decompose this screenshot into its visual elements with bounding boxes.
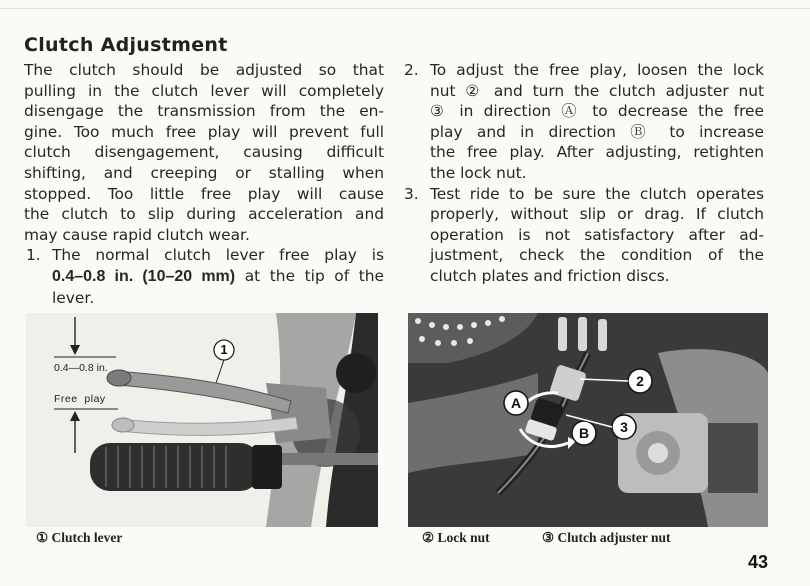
step-line: To adjust the free play, loosen the lock: [430, 61, 764, 79]
step-line: Test ride to be sure the clutch operates: [430, 184, 764, 203]
step-number: 1.: [26, 246, 41, 265]
intro-line: shifting, and creeping or stalling when: [24, 163, 384, 182]
step-3: [402, 184, 764, 287]
step-line: lever.: [52, 288, 95, 307]
clutch-adjuster-photo: [408, 313, 768, 527]
callout-a: A: [510, 395, 522, 411]
intro-line: disengage the transmission from the en-: [24, 102, 384, 121]
caption-clutch-adjuster-nut: ③ Clutch adjuster nut: [542, 530, 671, 545]
intro-line: clutch disengagement, causing difficult: [24, 143, 384, 162]
left-column: [24, 60, 384, 308]
callout-1: 1: [220, 342, 228, 357]
step-1: [24, 245, 384, 308]
caption-clutch-lever: ① Clutch lever: [36, 530, 123, 545]
clutch-lever-photo: [26, 313, 378, 527]
step-number: 3.: [404, 184, 419, 203]
step-line: the lock nut.: [430, 163, 527, 182]
intro-line: pulling in the clutch lever will completely: [24, 81, 384, 100]
step-line: the free play. After adjusting, retighten: [430, 143, 764, 162]
step-line: properly, without slip or drag. If clutch: [430, 205, 764, 224]
step-line: nut ② and turn the clutch adjuster nut: [430, 81, 764, 100]
caption-lock-nut: ② Lock nut: [422, 530, 490, 545]
top-rule: [0, 8, 810, 9]
callout-3: 3: [620, 419, 628, 435]
intro-line: may cause rapid clutch wear.: [24, 225, 250, 244]
intro-line: the clutch to slip during acceleration and: [24, 205, 384, 224]
step-line: 0.4–0.8 in. (10–20 mm) at the tip of the: [52, 266, 385, 285]
step-line: clutch plates and friction discs.: [430, 266, 670, 285]
step-line: play and in direction Ⓑ to increase: [430, 122, 764, 141]
intro-line: stopped. Too little free play will cause: [24, 184, 384, 203]
intro-line: gine. Too much free play will prevent full: [24, 122, 384, 141]
right-column: [402, 60, 764, 287]
clutch-lever-illustration: [26, 313, 378, 527]
step-line: The normal clutch lever free play is: [52, 246, 384, 265]
step-line: ③ in direction Ⓐ to decrease the free: [430, 102, 764, 121]
step-line: justment, check the condition of the: [430, 246, 764, 265]
page-number: 43: [747, 552, 768, 572]
callout-b: B: [578, 425, 590, 441]
clutch-adjuster-illustration: [408, 313, 768, 527]
intro-line: The clutch should be adjusted so that: [24, 61, 384, 79]
free-play-label: Free play: [54, 393, 106, 405]
free-play-spec: 0.4–0.8 in. (10–20 mm): [52, 267, 236, 285]
step-number: 2.: [404, 61, 419, 79]
dimension-label: 0.4—0.8 in.: [54, 362, 108, 374]
callout-2: 2: [636, 373, 644, 389]
step-2: [402, 60, 764, 184]
page-title: Clutch Adjustment: [24, 34, 228, 56]
step-line: operation is not satisfactory after ad-: [430, 225, 764, 244]
